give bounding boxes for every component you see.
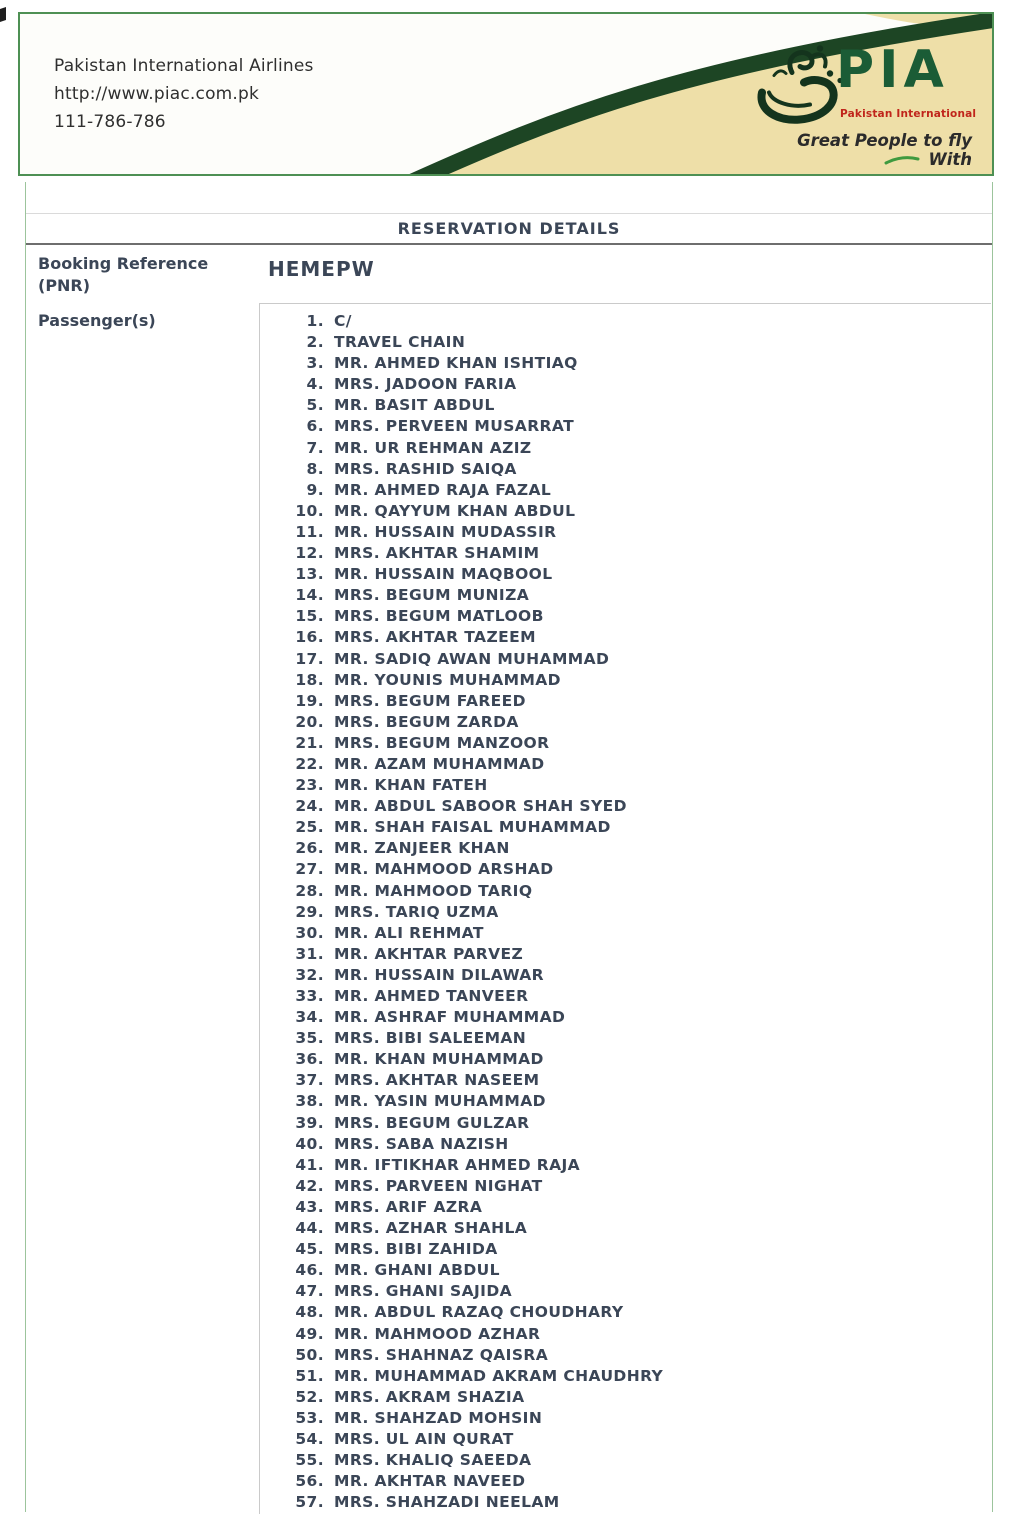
passenger-row xyxy=(260,1197,991,1218)
passenger-row xyxy=(260,1218,991,1239)
passenger-number: 16. xyxy=(295,628,324,647)
passenger-name: MRS. SHAHZADI NEELAM xyxy=(334,1493,560,1512)
passenger-number: 5. xyxy=(306,396,324,415)
passenger-row xyxy=(260,1091,991,1112)
passenger-number: 7. xyxy=(306,438,324,457)
passenger-row xyxy=(260,1387,991,1408)
passenger-number: 6. xyxy=(306,417,324,436)
reservation-details-panel xyxy=(25,182,993,1512)
passenger-row xyxy=(260,564,991,585)
airline-website: http://www.piac.com.pk xyxy=(54,84,260,104)
passenger-name: MRS. GHANI SAJIDA xyxy=(334,1282,512,1301)
passenger-number: 17. xyxy=(295,649,324,668)
passenger-number: 43. xyxy=(295,1197,324,1216)
passenger-name: MRS. AKRAM SHAZIA xyxy=(334,1387,525,1406)
passenger-name: MRS. AKHTAR NASEEM xyxy=(334,1071,540,1090)
passenger-number: 46. xyxy=(295,1261,324,1280)
passenger-name: MR. UR REHMAN AZIZ xyxy=(334,438,532,457)
passenger-number: 15. xyxy=(295,607,324,626)
passenger-row xyxy=(260,606,991,627)
passenger-number: 32. xyxy=(295,965,324,984)
passenger-name: MRS. JADOON FARIA xyxy=(334,375,517,394)
passenger-row xyxy=(260,838,991,859)
passenger-row xyxy=(260,1113,991,1134)
passenger-row xyxy=(260,817,991,838)
passenger-name: MR. ALI REHMAT xyxy=(334,923,484,942)
passenger-number: 24. xyxy=(295,797,324,816)
passenger-number: 13. xyxy=(295,565,324,584)
airline-name: Pakistan International Airlines xyxy=(54,56,314,76)
scan-artifact xyxy=(0,7,6,22)
passenger-number: 40. xyxy=(295,1134,324,1153)
passenger-number: 19. xyxy=(295,691,324,710)
passenger-name: MRS. BEGUM MUNIZA xyxy=(334,586,530,605)
passenger-name: MRS. TARIQ UZMA xyxy=(334,902,499,921)
passenger-name: MR. ZANJEER KHAN xyxy=(334,839,510,858)
passenger-name: MRS. KHALIQ SAEEDA xyxy=(334,1451,532,1470)
passenger-name: MR. SHAH FAISAL MUHAMMAD xyxy=(334,818,611,837)
pia-wordmark: PIA xyxy=(836,40,949,100)
booking-reference-row xyxy=(26,245,992,303)
passenger-number: 2. xyxy=(306,333,324,352)
passenger-number: 36. xyxy=(295,1050,324,1069)
passenger-row xyxy=(260,1007,991,1028)
passenger-number: 23. xyxy=(295,776,324,795)
passenger-name: MR. HUSSAIN MUDASSIR xyxy=(334,522,557,541)
passenger-number: 37. xyxy=(295,1071,324,1090)
passenger-row xyxy=(260,649,991,670)
passenger-row xyxy=(260,1302,991,1323)
passenger-name: MR. MAHMOOD TARIQ xyxy=(334,881,533,900)
passenger-number: 56. xyxy=(295,1472,324,1491)
passenger-row xyxy=(260,438,991,459)
passenger-row xyxy=(260,1260,991,1281)
passenger-number: 28. xyxy=(295,881,324,900)
passenger-name: MR. SADIQ AWAN MUHAMMAD xyxy=(334,649,610,668)
passenger-number: 12. xyxy=(295,544,324,563)
passenger-number: 39. xyxy=(295,1113,324,1132)
passenger-row xyxy=(260,1429,991,1450)
passenger-number: 25. xyxy=(295,818,324,837)
passenger-name: MR. SHAHZAD MOHSIN xyxy=(334,1408,543,1427)
passenger-name: MR. GHANI ABDUL xyxy=(334,1261,500,1280)
passenger-number: 51. xyxy=(295,1366,324,1385)
passenger-number: 54. xyxy=(295,1429,324,1448)
passenger-row xyxy=(260,796,991,817)
passenger-name: C/ xyxy=(334,312,352,330)
passenger-number: 29. xyxy=(295,902,324,921)
passenger-row xyxy=(260,944,991,965)
passenger-number: 27. xyxy=(295,860,324,879)
passenger-name: MR. HUSSAIN DILAWAR xyxy=(334,965,544,984)
passenger-number: 22. xyxy=(295,754,324,773)
passenger-name: MR. ABDUL SABOOR SHAH SYED xyxy=(334,797,627,816)
passenger-name: MRS. BEGUM FAREED xyxy=(334,691,526,710)
passenger-row xyxy=(260,1345,991,1366)
pia-subtitle: Pakistan International xyxy=(840,108,977,120)
passenger-number: 3. xyxy=(306,354,324,373)
passenger-row xyxy=(260,1366,991,1387)
passenger-row xyxy=(260,691,991,712)
passenger-row xyxy=(260,1324,991,1345)
passenger-row xyxy=(260,332,991,353)
passenger-number: 44. xyxy=(295,1219,324,1238)
passenger-number: 52. xyxy=(295,1387,324,1406)
passenger-row xyxy=(260,416,991,437)
passenger-name: MR. AHMED TANVEER xyxy=(334,987,529,1005)
passenger-number: 9. xyxy=(306,480,324,499)
passenger-row xyxy=(260,1049,991,1070)
passenger-name: MR. BASIT ABDUL xyxy=(334,396,495,415)
passenger-name: MR. YOUNIS MUHAMMAD xyxy=(334,670,561,689)
passenger-name: MR. AKHTAR NAVEED xyxy=(334,1472,526,1491)
pia-tagline: Great People to fly With xyxy=(797,131,972,169)
passenger-number: 55. xyxy=(295,1451,324,1470)
passenger-number: 41. xyxy=(295,1155,324,1174)
passenger-name: MR. KHAN FATEH xyxy=(334,776,488,795)
passenger-number: 53. xyxy=(295,1408,324,1427)
passenger-name: MRS. AZHAR SHAHLA xyxy=(334,1219,528,1238)
passenger-row xyxy=(260,881,991,902)
passenger-name: MRS. RASHID SAIQA xyxy=(334,459,517,478)
passenger-row xyxy=(260,585,991,606)
passenger-name: MRS. BEGUM GULZAR xyxy=(334,1113,530,1132)
passenger-name: MR. MAHMOOD AZHAR xyxy=(334,1324,541,1343)
passenger-number: 1. xyxy=(306,312,324,330)
passenger-name: MRS. SABA NAZISH xyxy=(334,1134,509,1153)
passenger-name: MR. YASIN MUHAMMAD xyxy=(334,1092,546,1111)
passenger-name: MRS. AKHTAR TAZEEM xyxy=(334,628,536,647)
passenger-row xyxy=(260,1239,991,1260)
passenger-row xyxy=(260,902,991,923)
passenger-number: 34. xyxy=(295,1008,324,1027)
passenger-row xyxy=(260,986,991,1007)
passenger-row xyxy=(260,1492,991,1513)
passenger-row xyxy=(260,374,991,395)
passenger-row xyxy=(260,1155,991,1176)
passenger-row xyxy=(260,522,991,543)
passenger-number: 11. xyxy=(295,522,324,541)
passenger-name: MR. ABDUL RAZAQ CHOUDHARY xyxy=(334,1303,624,1322)
passenger-name: MR. IFTIKHAR AHMED RAJA xyxy=(334,1155,581,1174)
passenger-row xyxy=(260,775,991,796)
passenger-number: 33. xyxy=(295,987,324,1005)
passenger-row xyxy=(260,670,991,691)
panel-title: RESERVATION DETAILS xyxy=(26,213,992,245)
airline-phone: 111-786-786 xyxy=(54,112,166,132)
passenger-name: MRS. SHAHNAZ QAISRA xyxy=(334,1345,549,1364)
passenger-number: 57. xyxy=(295,1493,324,1512)
passenger-name: MR. AZAM MUHAMMAD xyxy=(334,754,545,773)
passengers-label: Passenger(s) xyxy=(38,311,156,330)
passenger-number: 4. xyxy=(306,375,324,394)
passenger-row xyxy=(260,311,991,332)
passenger-row xyxy=(260,1028,991,1049)
passenger-name: MR. KHAN MUHAMMAD xyxy=(334,1050,544,1069)
passenger-row xyxy=(260,965,991,986)
passenger-number: 47. xyxy=(295,1282,324,1301)
passenger-number: 21. xyxy=(295,733,324,752)
passenger-row xyxy=(260,1408,991,1429)
passenger-name: MRS. BEGUM ZARDA xyxy=(334,712,519,731)
passenger-name: MR. QAYYUM KHAN ABDUL xyxy=(334,501,576,520)
passenger-number: 14. xyxy=(295,586,324,605)
passenger-name: MR. HUSSAIN MAQBOOL xyxy=(334,565,553,584)
passenger-number: 42. xyxy=(295,1176,324,1195)
passenger-row xyxy=(260,733,991,754)
passenger-row xyxy=(260,627,991,648)
passenger-row xyxy=(260,1471,991,1492)
passenger-name: MRS. PERVEEN MUSARRAT xyxy=(334,417,575,436)
booking-reference-label: Booking Reference (PNR) xyxy=(38,254,209,295)
passenger-row xyxy=(260,459,991,480)
passenger-name: MRS. BIBI ZAHIDA xyxy=(334,1240,498,1259)
tagline-underline-swoosh-icon xyxy=(884,155,920,165)
passenger-row xyxy=(260,859,991,880)
passenger-row xyxy=(260,754,991,775)
passenger-name: MRS. BIBI SALEEMAN xyxy=(334,1029,527,1048)
passenger-number: 10. xyxy=(295,501,324,520)
passenger-row xyxy=(260,1176,991,1197)
passenger-row xyxy=(260,923,991,944)
passenger-row xyxy=(260,1070,991,1091)
passenger-row xyxy=(260,1134,991,1155)
passenger-row xyxy=(260,543,991,564)
passenger-row xyxy=(260,353,991,374)
passenger-row xyxy=(260,1281,991,1302)
passenger-row xyxy=(260,501,991,522)
passenger-number: 26. xyxy=(295,839,324,858)
passenger-number: 35. xyxy=(295,1029,324,1048)
passenger-row xyxy=(260,395,991,416)
passenger-name: MR. ASHRAF MUHAMMAD xyxy=(334,1008,566,1027)
passenger-number: 30. xyxy=(295,923,324,942)
passenger-number: 50. xyxy=(295,1345,324,1364)
passenger-name: MRS. PARVEEN NIGHAT xyxy=(334,1176,543,1195)
passenger-number: 31. xyxy=(295,944,324,963)
passenger-list xyxy=(259,303,991,1514)
pia-logo xyxy=(20,14,992,174)
header xyxy=(18,12,994,176)
passenger-row xyxy=(260,712,991,733)
passenger-name: MR. AHMED KHAN ISHTIAQ xyxy=(334,354,578,373)
passenger-row xyxy=(260,480,991,501)
passenger-number: 45. xyxy=(295,1240,324,1259)
passenger-number: 18. xyxy=(295,670,324,689)
passenger-name: MRS. ARIF AZRA xyxy=(334,1197,483,1216)
passenger-number: 48. xyxy=(295,1303,324,1322)
passenger-name: MR. AHMED RAJA FAZAL xyxy=(334,480,552,499)
passenger-number: 8. xyxy=(306,459,324,478)
passenger-name: MRS. BEGUM MANZOOR xyxy=(334,733,550,752)
passenger-name: MRS. UL AIN QURAT xyxy=(334,1429,514,1448)
passenger-name: MR. MUHAMMAD AKRAM CHAUDHRY xyxy=(334,1366,664,1385)
passenger-row xyxy=(260,1450,991,1471)
passenger-number: 38. xyxy=(295,1092,324,1111)
passenger-name: MRS. AKHTAR SHAMIM xyxy=(334,544,540,563)
passenger-number: 20. xyxy=(295,712,324,731)
passenger-name: MRS. BEGUM MATLOOB xyxy=(334,607,544,626)
passenger-number: 49. xyxy=(295,1324,324,1343)
passenger-name: MR. MAHMOOD ARSHAD xyxy=(334,860,554,879)
pnr-value: HEMEPW xyxy=(268,257,375,281)
passenger-name: TRAVEL CHAIN xyxy=(334,333,466,352)
passenger-name: MR. AKHTAR PARVEZ xyxy=(334,944,524,963)
